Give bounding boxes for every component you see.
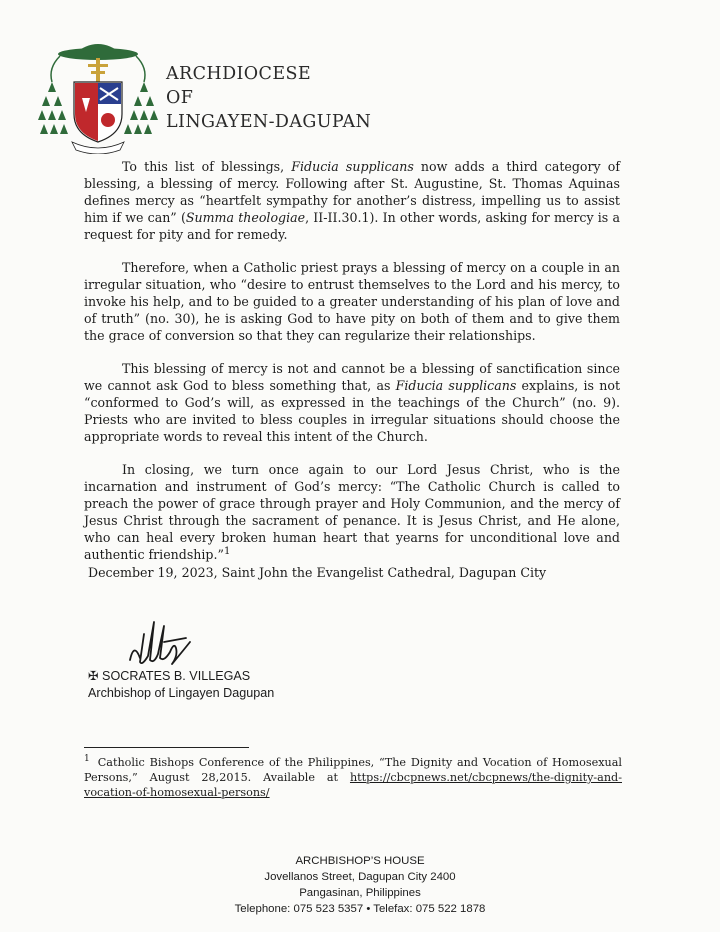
- coat-of-arms-icon: [38, 38, 158, 154]
- p3-text-c: explains, is not “conformed to God’s will, as expressed in the teachings of the Church” (no. 9). Priests who are invited to bless couples in irregular situations should choose the appropriate words to reveal this intent of the Church.: [84, 378, 620, 444]
- letter-body: [84, 158, 620, 563]
- address-line-4: Telephone: 075 523 5357 • Telefax: 075 522 1878: [234, 903, 486, 915]
- footnote-reference[interactable]: 1: [223, 545, 231, 557]
- p1-text-c: now adds a third category of blessing, a blessing of mercy. Following after St. Augustine, St. Thomas Aquinas defines mercy as “heartfelt sympathy for another’s distress, impelling us to assist him if we can” (: [84, 159, 620, 225]
- paragraph-4: [84, 461, 620, 563]
- signer-name: ✠ SOCRATES B. VILLEGAS: [88, 669, 251, 683]
- p3-italic-document: Fiducia supplicans: [395, 378, 517, 393]
- paragraph-1: [84, 158, 620, 243]
- p1-italic-summa: Summa theologiae: [185, 210, 306, 225]
- footnote: [84, 755, 622, 800]
- letterhead-line-1: ARCHDIOCESE: [166, 64, 312, 84]
- address-line-1: ARCHBISHOP’S HOUSE: [295, 855, 425, 867]
- letterhead-line-2: OF: [166, 88, 194, 108]
- signer-block: [88, 668, 274, 702]
- paragraph-2: Therefore, when a Catholic priest prays a blessing of mercy on a couple in an irregular situation, who “desire to entrust themselves to the Lord and his mercy, to invoke his help, and to be guided to a greater understanding of his plan of love and of truth” (no. 30), he is asking God to have pity on both of them and to give them the grace of conversion so that they can regularize their relationships.: [84, 260, 620, 343]
- letterhead-line-3: LINGAYEN-DAGUPAN: [166, 112, 372, 132]
- address-line-3: Pangasinan, Philippines: [299, 887, 421, 899]
- p1-italic-document: Fiducia supplicans: [291, 159, 414, 174]
- footnote-link[interactable]: https://cbcpnews.net/cbcpnews/the-dignity-and-vocation-of-homosexual-persons/: [84, 771, 622, 799]
- footnote-text: Catholic Bishops Conference of the Philippines, “The Dignity and Vocation of Homosexual Persons,” August 28,2015. Available at: [84, 756, 622, 784]
- dateline: December 19, 2023, Saint John the Evangelist Cathedral, Dagupan City: [88, 565, 547, 580]
- paragraph-3: [84, 360, 620, 445]
- address-block: [200, 853, 520, 917]
- signer-title: Archbishop of Lingayen Dagupan: [88, 686, 275, 700]
- footnote-divider: [84, 747, 249, 748]
- p4-text: In closing, we turn once again to our Lord Jesus Christ, who is the incarnation and instrument of God’s mercy: “The Catholic Church is called to preach the power of grace through prayer and Holy Communion, and the mercy of Jesus Christ through the sacrament of penance. It is Jesus Christ, and He alone, who can heal every broken human heart that yearns for unconditional love and authentic friendship.”: [84, 462, 620, 562]
- footnote-number: 1: [84, 754, 90, 765]
- address-line-2: Jovellanos Street, Dagupan City 2400: [264, 871, 456, 883]
- p3-text-a: This blessing of mercy is not and cannot be a blessing of sanctification since we cannot ask God to bless something that, as: [84, 361, 620, 393]
- handwritten-signature-icon: [120, 612, 210, 672]
- p1-text-e: , II-II.30.1). In other words, asking for mercy is a request for pity and for remedy.: [84, 210, 620, 242]
- p1-text-a: To this list of blessings,: [122, 159, 292, 174]
- letterhead-title: [166, 62, 371, 134]
